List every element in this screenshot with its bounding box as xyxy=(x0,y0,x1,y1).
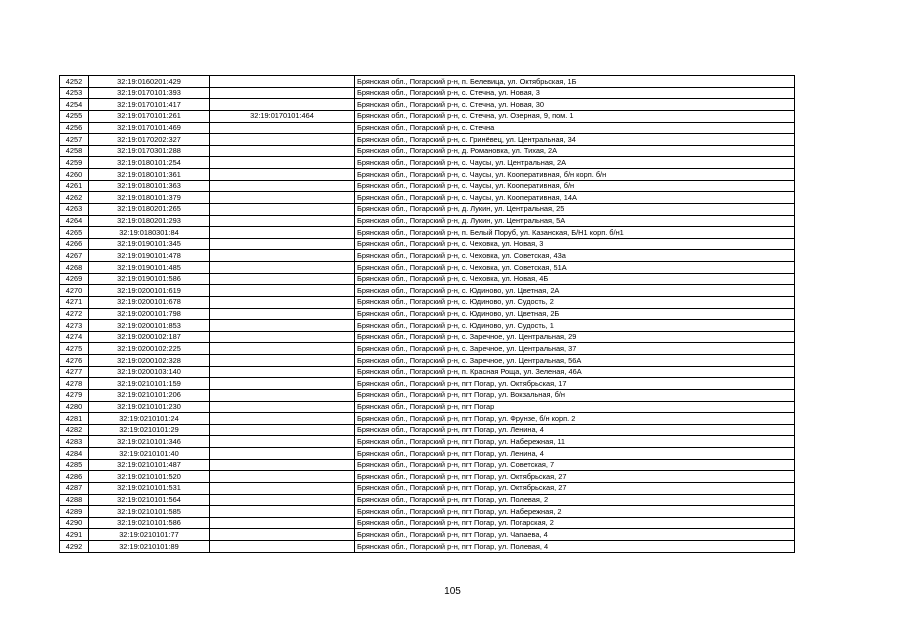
table-row xyxy=(60,203,795,215)
row-number-cell: 4264 xyxy=(60,215,89,227)
row-number-cell: 4253 xyxy=(60,87,89,99)
row-number-cell: 4272 xyxy=(60,308,89,320)
cadastral-number-cell: 32:19:0190101:345 xyxy=(89,238,210,250)
previous-cadastral-number-cell xyxy=(210,413,355,425)
row-number-cell: 4273 xyxy=(60,320,89,332)
address-cell: Брянская обл., Погарский р-н, д. Лукин, ул. Центральная, 25 xyxy=(355,203,795,215)
previous-cadastral-number-cell xyxy=(210,529,355,541)
table-row xyxy=(60,355,795,367)
cadastral-number-cell: 32:19:0200101:678 xyxy=(89,296,210,308)
table-row xyxy=(60,250,795,262)
table-row xyxy=(60,436,795,448)
cadastral-number-cell: 32:19:0210101:487 xyxy=(89,459,210,471)
previous-cadastral-number-cell xyxy=(210,250,355,262)
address-cell: Брянская обл., Погарский р-н, с. Чаусы, ул. Кооперативная, б/н корп. б/н xyxy=(355,169,795,181)
row-number-cell: 4261 xyxy=(60,180,89,192)
cadastral-number-cell: 32:19:0210101:230 xyxy=(89,401,210,413)
row-number-cell: 4279 xyxy=(60,389,89,401)
previous-cadastral-number-cell xyxy=(210,482,355,494)
row-number-cell: 4255 xyxy=(60,110,89,122)
row-number-cell: 4265 xyxy=(60,227,89,239)
row-number-cell: 4269 xyxy=(60,273,89,285)
address-cell: Брянская обл., Погарский р-н, с. Чаусы, ул. Кооперативная, 14А xyxy=(355,192,795,204)
cadastral-number-cell: 32:19:0180201:293 xyxy=(89,215,210,227)
address-cell: Брянская обл., Погарский р-н, пгт Погар, ул. Набережная, 11 xyxy=(355,436,795,448)
cadastral-number-cell: 32:19:0210101:520 xyxy=(89,471,210,483)
cadastral-number-cell: 32:19:0170101:417 xyxy=(89,99,210,111)
table-row xyxy=(60,366,795,378)
table-row xyxy=(60,238,795,250)
cadastral-number-cell: 32:19:0170101:393 xyxy=(89,87,210,99)
address-cell: Брянская обл., Погарский р-н, пгт Погар, ул. Октябрьская, 27 xyxy=(355,471,795,483)
row-number-cell: 4267 xyxy=(60,250,89,262)
table-row xyxy=(60,448,795,460)
previous-cadastral-number-cell xyxy=(210,401,355,413)
address-cell: Брянская обл., Погарский р-н, с. Заречное, ул. Центральная, 56А xyxy=(355,355,795,367)
cadastral-number-cell: 32:19:0200103:140 xyxy=(89,366,210,378)
row-number-cell: 4289 xyxy=(60,506,89,518)
row-number-cell: 4252 xyxy=(60,76,89,88)
cadastral-number-cell: 32:19:0210101:159 xyxy=(89,378,210,390)
row-number-cell: 4270 xyxy=(60,285,89,297)
row-number-cell: 4277 xyxy=(60,366,89,378)
previous-cadastral-number-cell xyxy=(210,203,355,215)
previous-cadastral-number-cell xyxy=(210,541,355,553)
previous-cadastral-number-cell xyxy=(210,389,355,401)
previous-cadastral-number-cell xyxy=(210,87,355,99)
address-cell: Брянская обл., Погарский р-н, с. Стечна, ул. Новая, 3 xyxy=(355,87,795,99)
previous-cadastral-number-cell xyxy=(210,378,355,390)
previous-cadastral-number-cell xyxy=(210,122,355,134)
row-number-cell: 4288 xyxy=(60,494,89,506)
table-row xyxy=(60,320,795,332)
table-row xyxy=(60,389,795,401)
previous-cadastral-number-cell xyxy=(210,180,355,192)
cadastral-number-cell: 32:19:0190101:485 xyxy=(89,262,210,274)
row-number-cell: 4266 xyxy=(60,238,89,250)
cadastral-number-cell: 32:19:0180101:379 xyxy=(89,192,210,204)
cadastral-number-cell: 32:19:0210101:586 xyxy=(89,517,210,529)
cadastral-number-cell: 32:19:0200101:798 xyxy=(89,308,210,320)
table-row xyxy=(60,122,795,134)
address-cell: Брянская обл., Погарский р-н, с. Чеховка, ул. Новая, 3 xyxy=(355,238,795,250)
address-cell: Брянская обл., Погарский р-н, пгт Погар, ул. Чапаева, 4 xyxy=(355,529,795,541)
row-number-cell: 4285 xyxy=(60,459,89,471)
previous-cadastral-number-cell xyxy=(210,436,355,448)
table-row xyxy=(60,494,795,506)
address-cell: Брянская обл., Погарский р-н, с. Юдиново, ул. Судость, 2 xyxy=(355,296,795,308)
cadastral-number-cell: 32:19:0210101:206 xyxy=(89,389,210,401)
table-row xyxy=(60,401,795,413)
row-number-cell: 4283 xyxy=(60,436,89,448)
address-cell: Брянская обл., Погарский р-н, с. Заречное, ул. Центральная, 29 xyxy=(355,331,795,343)
table-row xyxy=(60,378,795,390)
table-row xyxy=(60,192,795,204)
row-number-cell: 4291 xyxy=(60,529,89,541)
row-number-cell: 4275 xyxy=(60,343,89,355)
previous-cadastral-number-cell xyxy=(210,145,355,157)
table-row xyxy=(60,99,795,111)
table-row xyxy=(60,424,795,436)
previous-cadastral-number-cell: 32:19:0170101:464 xyxy=(210,110,355,122)
row-number-cell: 4259 xyxy=(60,157,89,169)
previous-cadastral-number-cell xyxy=(210,471,355,483)
table-row xyxy=(60,134,795,146)
table-row xyxy=(60,296,795,308)
row-number-cell: 4281 xyxy=(60,413,89,425)
table-row xyxy=(60,180,795,192)
row-number-cell: 4271 xyxy=(60,296,89,308)
cadastral-number-cell: 32:19:0210101:346 xyxy=(89,436,210,448)
address-cell: Брянская обл., Погарский р-н, с. Стечна xyxy=(355,122,795,134)
table-row xyxy=(60,482,795,494)
previous-cadastral-number-cell xyxy=(210,343,355,355)
previous-cadastral-number-cell xyxy=(210,366,355,378)
previous-cadastral-number-cell xyxy=(210,285,355,297)
row-number-cell: 4292 xyxy=(60,541,89,553)
row-number-cell: 4263 xyxy=(60,203,89,215)
address-cell: Брянская обл., Погарский р-н, пгт Погар xyxy=(355,401,795,413)
address-cell: Брянская обл., Погарский р-н, пгт Погар, ул. Советская, 7 xyxy=(355,459,795,471)
property-registry-table xyxy=(59,75,795,553)
cadastral-number-cell: 32:19:0210101:585 xyxy=(89,506,210,518)
table-row xyxy=(60,517,795,529)
previous-cadastral-number-cell xyxy=(210,157,355,169)
previous-cadastral-number-cell xyxy=(210,494,355,506)
table-row xyxy=(60,215,795,227)
table-row xyxy=(60,157,795,169)
address-cell: Брянская обл., Погарский р-н, пгт Погар, ул. Набережная, 2 xyxy=(355,506,795,518)
previous-cadastral-number-cell xyxy=(210,331,355,343)
address-cell: Брянская обл., Погарский р-н, пгт Погар, ул. Ленина, 4 xyxy=(355,424,795,436)
table-row xyxy=(60,285,795,297)
previous-cadastral-number-cell xyxy=(210,355,355,367)
cadastral-number-cell: 32:19:0200102:187 xyxy=(89,331,210,343)
row-number-cell: 4260 xyxy=(60,169,89,181)
row-number-cell: 4276 xyxy=(60,355,89,367)
table-row xyxy=(60,529,795,541)
previous-cadastral-number-cell xyxy=(210,448,355,460)
row-number-cell: 4290 xyxy=(60,517,89,529)
previous-cadastral-number-cell xyxy=(210,227,355,239)
row-number-cell: 4256 xyxy=(60,122,89,134)
table-row xyxy=(60,541,795,553)
previous-cadastral-number-cell xyxy=(210,238,355,250)
previous-cadastral-number-cell xyxy=(210,506,355,518)
table-row xyxy=(60,273,795,285)
table-row xyxy=(60,331,795,343)
row-number-cell: 4257 xyxy=(60,134,89,146)
cadastral-number-cell: 32:19:0200102:328 xyxy=(89,355,210,367)
table-row xyxy=(60,459,795,471)
row-number-cell: 4282 xyxy=(60,424,89,436)
table-row xyxy=(60,413,795,425)
previous-cadastral-number-cell xyxy=(210,134,355,146)
address-cell: Брянская обл., Погарский р-н, пгт Погар, ул. Фрунзе, б/н корп. 2 xyxy=(355,413,795,425)
cadastral-number-cell: 32:19:0210101:24 xyxy=(89,413,210,425)
address-cell: Брянская обл., Погарский р-н, с. Юдиново, ул. Судость, 1 xyxy=(355,320,795,332)
row-number-cell: 4258 xyxy=(60,145,89,157)
cadastral-number-cell: 32:19:0160201:429 xyxy=(89,76,210,88)
address-cell: Брянская обл., Погарский р-н, с. Заречное, ул. Центральная, 37 xyxy=(355,343,795,355)
previous-cadastral-number-cell xyxy=(210,192,355,204)
address-cell: Брянская обл., Погарский р-н, с. Стечна, ул. Озерная, 9, пом. 1 xyxy=(355,110,795,122)
table-row xyxy=(60,262,795,274)
cadastral-number-cell: 32:19:0210101:531 xyxy=(89,482,210,494)
cadastral-number-cell: 32:19:0210101:564 xyxy=(89,494,210,506)
address-cell: Брянская обл., Погарский р-н, пгт Погар, ул. Октябрьская, 17 xyxy=(355,378,795,390)
address-cell: Брянская обл., Погарский р-н, с. Чаусы, ул. Кооперативная, б/н xyxy=(355,180,795,192)
row-number-cell: 4287 xyxy=(60,482,89,494)
address-cell: Брянская обл., Погарский р-н, с. Чеховка, ул. Советская, 43а xyxy=(355,250,795,262)
address-cell: Брянская обл., Погарский р-н, с. Гринёвец, ул. Центральная, 34 xyxy=(355,134,795,146)
row-number-cell: 4262 xyxy=(60,192,89,204)
previous-cadastral-number-cell xyxy=(210,273,355,285)
address-cell: Брянская обл., Погарский р-н, д. Романовка, ул. Тихая, 2А xyxy=(355,145,795,157)
cadastral-number-cell: 32:19:0180101:254 xyxy=(89,157,210,169)
cadastral-number-cell: 32:19:0190101:586 xyxy=(89,273,210,285)
cadastral-number-cell: 32:19:0180201:265 xyxy=(89,203,210,215)
previous-cadastral-number-cell xyxy=(210,169,355,181)
previous-cadastral-number-cell xyxy=(210,424,355,436)
previous-cadastral-number-cell xyxy=(210,459,355,471)
table-row xyxy=(60,76,795,88)
address-cell: Брянская обл., Погарский р-н, пгт Погар, ул. Вокзальная, б/н xyxy=(355,389,795,401)
previous-cadastral-number-cell xyxy=(210,262,355,274)
table-row xyxy=(60,471,795,483)
address-cell: Брянская обл., Погарский р-н, п. Красная Роща, ул. Зеленая, 46А xyxy=(355,366,795,378)
page-number: 105 xyxy=(444,586,461,597)
row-number-cell: 4286 xyxy=(60,471,89,483)
previous-cadastral-number-cell xyxy=(210,320,355,332)
address-cell: Брянская обл., Погарский р-н, д. Лукин, ул. Центральная, 5А xyxy=(355,215,795,227)
address-cell: Брянская обл., Погарский р-н, с. Юдиново, ул. Цветная, 2А xyxy=(355,285,795,297)
address-cell: Брянская обл., Погарский р-н, пгт Погар, ул. Погарская, 2 xyxy=(355,517,795,529)
address-cell: Брянская обл., Погарский р-н, пгт Погар, ул. Полевая, 4 xyxy=(355,541,795,553)
cadastral-number-cell: 32:19:0180301:84 xyxy=(89,227,210,239)
cadastral-number-cell: 32:19:0170101:469 xyxy=(89,122,210,134)
address-cell: Брянская обл., Погарский р-н, с. Стечна, ул. Новая, 30 xyxy=(355,99,795,111)
row-number-cell: 4268 xyxy=(60,262,89,274)
cadastral-number-cell: 32:19:0180101:361 xyxy=(89,169,210,181)
table-row xyxy=(60,169,795,181)
registry-table-body xyxy=(60,76,795,553)
previous-cadastral-number-cell xyxy=(210,215,355,227)
table-row xyxy=(60,343,795,355)
table-row xyxy=(60,87,795,99)
cadastral-number-cell: 32:19:0210101:40 xyxy=(89,448,210,460)
previous-cadastral-number-cell xyxy=(210,308,355,320)
cadastral-number-cell: 32:19:0170301:288 xyxy=(89,145,210,157)
cadastral-number-cell: 32:19:0170202:327 xyxy=(89,134,210,146)
address-cell: Брянская обл., Погарский р-н, п. Белевица, ул. Октябрьская, 1Б xyxy=(355,76,795,88)
previous-cadastral-number-cell xyxy=(210,99,355,111)
table-row xyxy=(60,110,795,122)
table-row xyxy=(60,506,795,518)
row-number-cell: 4254 xyxy=(60,99,89,111)
row-number-cell: 4284 xyxy=(60,448,89,460)
cadastral-number-cell: 32:19:0210101:77 xyxy=(89,529,210,541)
address-cell: Брянская обл., Погарский р-н, с. Чеховка, ул. Новая, 4Б xyxy=(355,273,795,285)
table-row xyxy=(60,145,795,157)
previous-cadastral-number-cell xyxy=(210,76,355,88)
address-cell: Брянская обл., Погарский р-н, пгт Погар, ул. Ленина, 4 xyxy=(355,448,795,460)
address-cell: Брянская обл., Погарский р-н, с. Чеховка, ул. Советская, 51А xyxy=(355,262,795,274)
table-row xyxy=(60,227,795,239)
cadastral-number-cell: 32:19:0200102:225 xyxy=(89,343,210,355)
row-number-cell: 4278 xyxy=(60,378,89,390)
row-number-cell: 4274 xyxy=(60,331,89,343)
cadastral-number-cell: 32:19:0190101:478 xyxy=(89,250,210,262)
cadastral-number-cell: 32:19:0170101:261 xyxy=(89,110,210,122)
cadastral-number-cell: 32:19:0200101:853 xyxy=(89,320,210,332)
address-cell: Брянская обл., Погарский р-н, пгт Погар, ул. Октябрьская, 27 xyxy=(355,482,795,494)
cadastral-number-cell: 32:19:0200101:619 xyxy=(89,285,210,297)
cadastral-number-cell: 32:19:0210101:89 xyxy=(89,541,210,553)
address-cell: Брянская обл., Погарский р-н, п. Белый Поруб, ул. Казанская, Б/Н1 корп. б/н1 xyxy=(355,227,795,239)
address-cell: Брянская обл., Погарский р-н, с. Чаусы, ул. Центральная, 2А xyxy=(355,157,795,169)
previous-cadastral-number-cell xyxy=(210,296,355,308)
cadastral-number-cell: 32:19:0210101:29 xyxy=(89,424,210,436)
cadastral-number-cell: 32:19:0180101:363 xyxy=(89,180,210,192)
row-number-cell: 4280 xyxy=(60,401,89,413)
address-cell: Брянская обл., Погарский р-н, пгт Погар, ул. Полевая, 2 xyxy=(355,494,795,506)
table-row xyxy=(60,308,795,320)
previous-cadastral-number-cell xyxy=(210,517,355,529)
address-cell: Брянская обл., Погарский р-н, с. Юдиново, ул. Цветная, 2Б xyxy=(355,308,795,320)
